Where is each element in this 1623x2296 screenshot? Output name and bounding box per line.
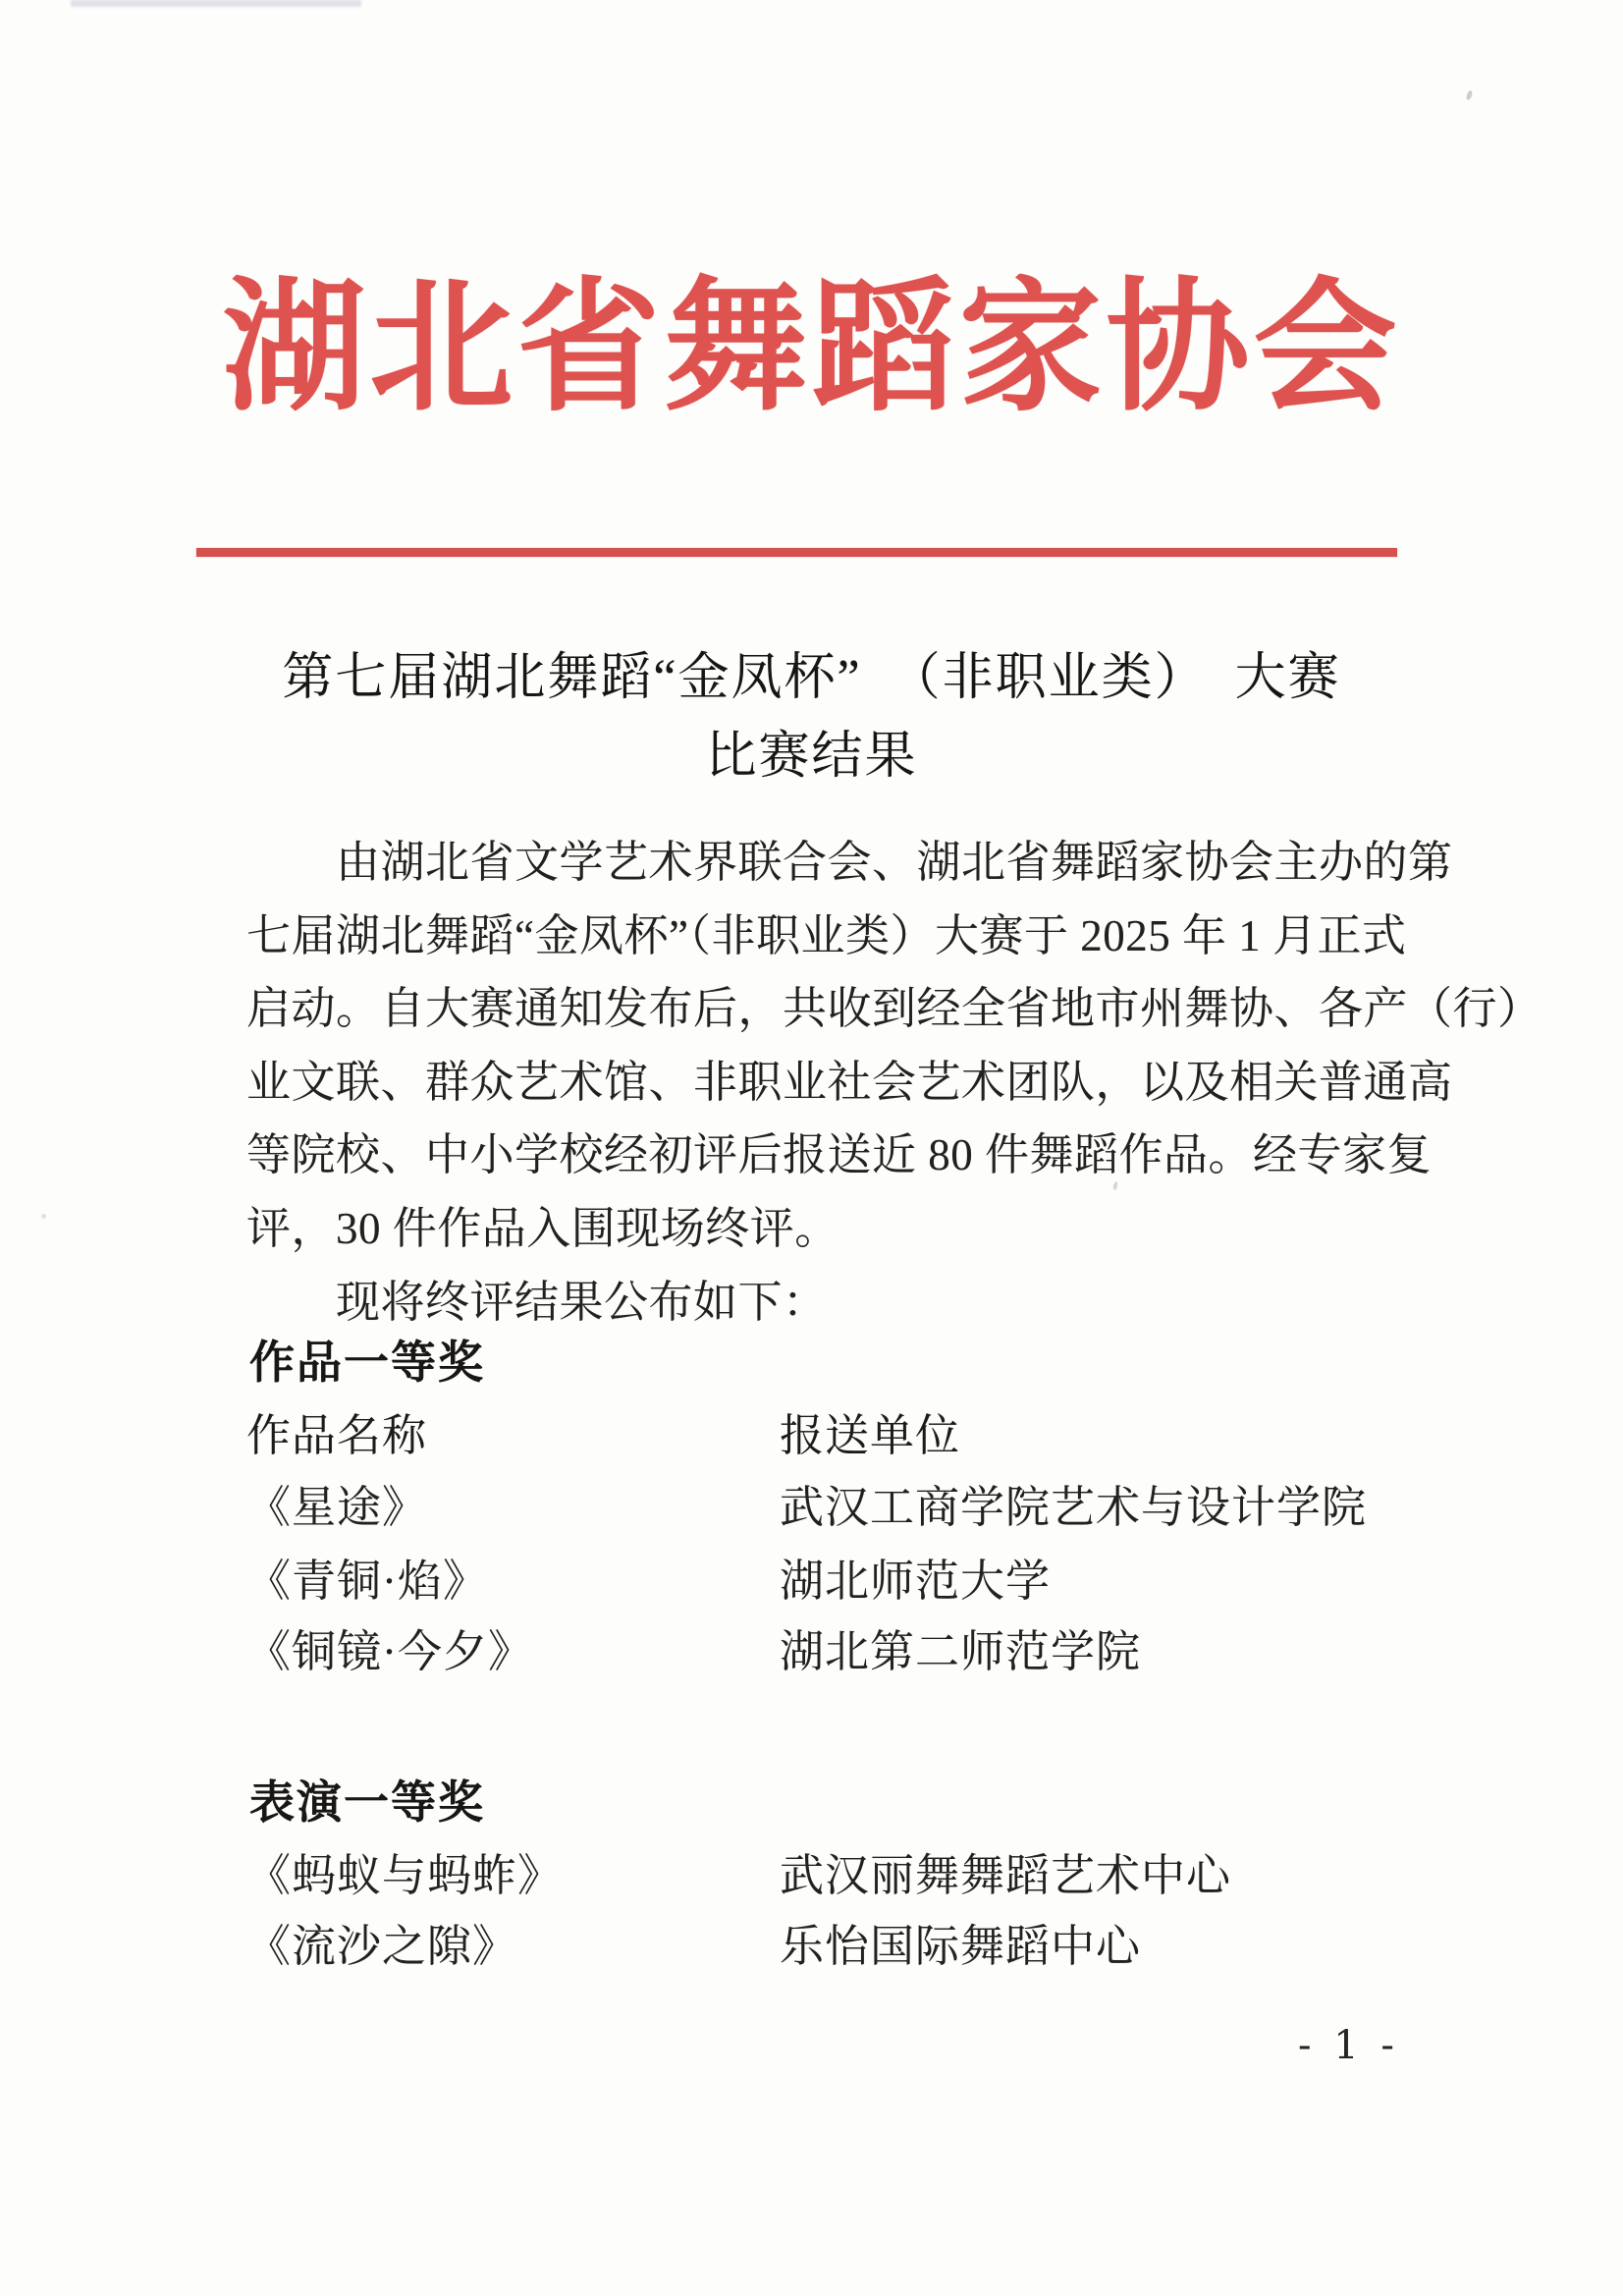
page-number: - 1 -: [1298, 2023, 1399, 2068]
paragraph-line: 业文联、群众艺术馆、非职业社会艺术团队，以及相关普通高: [246, 1057, 1453, 1107]
paragraph-line: 七届湖北舞蹈“金凤杯”（非职业类）大赛于 2025 年 1 月正式: [246, 910, 1407, 960]
scan-speck: [41, 1214, 46, 1219]
award-row: [246, 1481, 1367, 1534]
work-title: 《蚂蚁与蚂蚱》: [246, 1851, 564, 1900]
submitting-org: 乐怡国际舞蹈中心: [780, 1922, 1142, 1971]
document-title-line2: 比赛结果: [705, 729, 918, 785]
header-org-label: 报送单位: [780, 1411, 961, 1460]
submitting-org: 湖北第二师范学院: [780, 1627, 1142, 1676]
award-row: [246, 1625, 1141, 1678]
paragraph-line: 等院校、中小学校经初评后报送近 80 件舞蹈作品。经专家复: [246, 1130, 1433, 1180]
work-title: 《流沙之隙》: [246, 1922, 518, 1971]
document-title-line1: 第七届湖北舞蹈“金凤杯” （非职业类） 大赛: [282, 650, 1341, 706]
header-work-name-label: 作品名称: [246, 1411, 428, 1460]
paragraph-line: 现将终评结果公布如下：: [246, 1277, 828, 1327]
award-table-header: [246, 1409, 960, 1462]
work-title: 《铜镜·今夕》: [246, 1627, 533, 1676]
submitting-org: 武汉丽舞舞蹈艺术中心: [780, 1851, 1232, 1900]
award-row: [246, 1920, 1141, 1973]
letterhead-rule: [196, 548, 1397, 557]
paragraph-line: 由湖北省文学艺术界联合会、湖北省舞蹈家协会主办的第: [246, 838, 1453, 887]
scan-smudge: [71, 0, 361, 7]
paragraph-line: 评，30 件作品入围现场终评。: [246, 1203, 839, 1253]
award-row: [246, 1555, 1051, 1608]
award-row: [246, 1849, 1231, 1902]
submitting-org: 湖北师范大学: [780, 1557, 1052, 1606]
scan-speck: [1465, 89, 1473, 100]
work-title: 《青铜·焰》: [246, 1557, 488, 1606]
section-title-performance-first-prize: 表演一等奖: [249, 1777, 485, 1828]
work-title: 《星途》: [246, 1483, 428, 1532]
paragraph-line: 启动。自大赛通知发布后，共收到经全省地市州舞协、各产（行）: [246, 984, 1542, 1034]
letterhead-org-title: 湖北省舞蹈家协会: [222, 269, 1401, 428]
body-paragraph: [246, 826, 1542, 1339]
section-title-works-first-prize: 作品一等奖: [249, 1338, 485, 1388]
submitting-org: 武汉工商学院艺术与设计学院: [780, 1483, 1368, 1532]
